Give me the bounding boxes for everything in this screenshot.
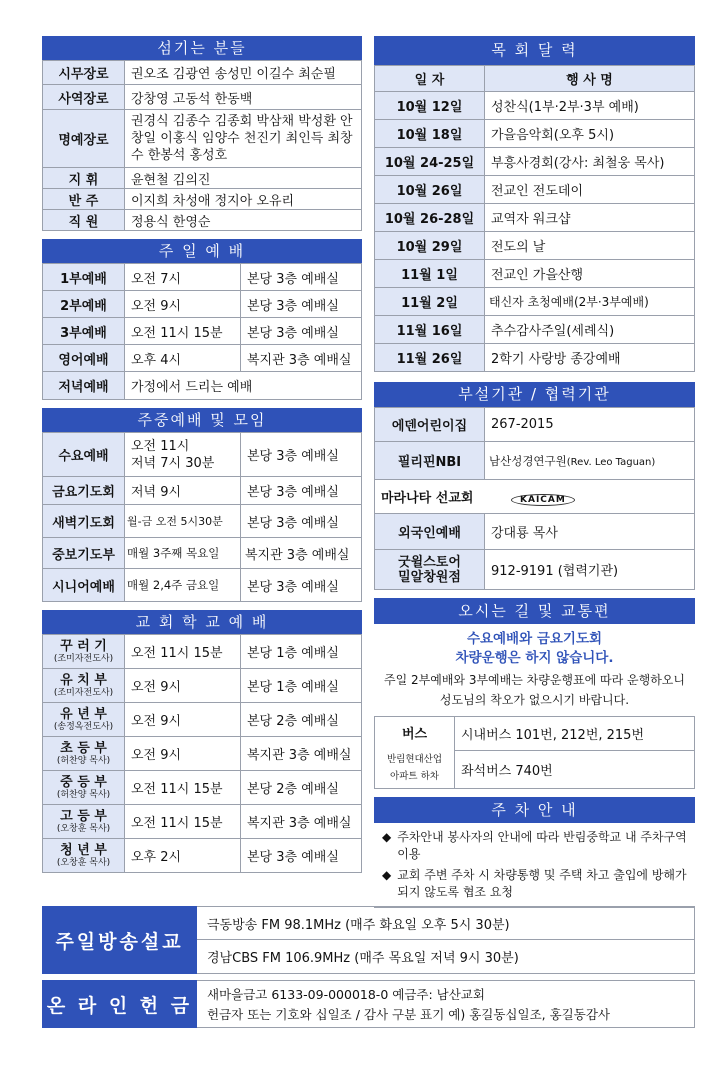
dept-time: 오전 9시 xyxy=(125,669,241,703)
event-date: 11월 16일 xyxy=(375,316,485,344)
bus-route: 좌석버스 740번 xyxy=(455,751,695,789)
server-names: 정용식 한영순 xyxy=(125,210,362,231)
meeting-time: 매월 2,4주 금요일 xyxy=(125,569,241,602)
service-label: 저녁예배 xyxy=(43,372,125,400)
no-shuttle-notice xyxy=(374,630,695,668)
bus-table xyxy=(374,716,695,789)
dept-name: 유 치 부 xyxy=(60,672,107,688)
event-name: 전교인 가을산행 xyxy=(485,260,695,288)
event-date: 10월 26일 xyxy=(375,176,485,204)
bus-stop-1: 반림현대산업 xyxy=(386,753,443,765)
dept-place: 본당 1층 예배실 xyxy=(241,635,362,669)
event-name: 가을음악회(오후 5시) xyxy=(485,120,695,148)
partner-label xyxy=(375,550,485,590)
partners-header: 부설기관 / 협력기관 xyxy=(374,382,695,407)
dept-label xyxy=(43,771,125,805)
calendar-table xyxy=(374,65,695,372)
dept-label xyxy=(43,839,125,873)
left-column xyxy=(42,36,362,881)
server-label: 직 원 xyxy=(43,210,125,231)
offering-instructions: 헌금자 또는 기호와 십일조 / 감사 구분 표기 예) 홍길동십일조, 홍길동감사 xyxy=(207,1007,610,1022)
meeting-time-1: 오전 11시 xyxy=(131,438,190,454)
offering-account: 새마을금고 6133-09-000018-0 예금주: 남산교회 xyxy=(207,987,485,1002)
service-note: 가정에서 드리는 예배 xyxy=(125,372,362,400)
event-name: 추수감사주일(세례식) xyxy=(485,316,695,344)
partner-label: 필리핀NBI xyxy=(375,442,485,480)
service-place: 복지관 3층 예배실 xyxy=(241,345,362,372)
meeting-time: 월-금 오전 5시30분 xyxy=(125,505,241,538)
server-names: 권오조 김광연 송성민 이길수 최순필 xyxy=(125,61,362,85)
col-event-header: 행 사 명 xyxy=(485,66,695,92)
service-label: 1부예배 xyxy=(43,264,125,291)
service-label: 2부예배 xyxy=(43,291,125,318)
sunday-header: 주 일 예 배 xyxy=(42,239,362,263)
parking-list xyxy=(374,823,695,908)
sunday-section xyxy=(42,239,362,400)
directions-header: 오시는 길 및 교통편 xyxy=(374,598,695,624)
meeting-place: 본당 3층 예배실 xyxy=(241,569,362,602)
meeting-time xyxy=(125,433,241,477)
dept-label xyxy=(43,805,125,839)
dept-place: 본당 2층 예배실 xyxy=(241,771,362,805)
service-time: 오전 11시 15분 xyxy=(125,318,241,345)
bus-label-cell xyxy=(375,717,455,751)
dept-leader: (송정옥전도사) xyxy=(53,721,114,732)
partners-table xyxy=(374,407,695,590)
dept-leader: (오창훈 목사) xyxy=(56,857,111,868)
calendar-header: 목 회 달 력 xyxy=(374,36,695,65)
server-label: 지 휘 xyxy=(43,168,125,189)
partner-value: 912-9191 (협력기관) xyxy=(485,550,695,590)
partner-value xyxy=(485,442,695,480)
sunday-table xyxy=(42,263,362,400)
service-label: 3부예배 xyxy=(43,318,125,345)
parking-text: 주차안내 봉사자의 안내에 따라 반림중학교 내 주차구역 이용 xyxy=(397,830,687,861)
meeting-label: 중보기도부 xyxy=(43,538,125,569)
weekday-table xyxy=(42,432,362,602)
dept-time: 오전 11시 15분 xyxy=(125,635,241,669)
event-date: 10월 18일 xyxy=(375,120,485,148)
dept-name: 꾸 러 기 xyxy=(60,638,107,654)
kaicam-logo-icon: KAICAM xyxy=(511,494,575,506)
service-place: 본당 3층 예배실 xyxy=(241,264,362,291)
event-date: 10월 29일 xyxy=(375,232,485,260)
partner-label: 외국인예배 xyxy=(375,514,485,550)
server-names: 윤현철 김의진 xyxy=(125,168,362,189)
servers-table xyxy=(42,60,362,231)
diamond-bullet-icon: ◆ xyxy=(382,868,392,882)
dept-label xyxy=(43,669,125,703)
dept-place: 복지관 3층 예배실 xyxy=(241,737,362,771)
server-names: 강창영 고동석 한동백 xyxy=(125,85,362,110)
server-label: 명예장로 xyxy=(43,110,125,168)
event-name: 교역자 워크샵 xyxy=(485,204,695,232)
parking-header: 주 차 안 내 xyxy=(374,797,695,823)
meeting-place: 복지관 3층 예배실 xyxy=(241,538,362,569)
offering-title: 온 라 인 헌 금 xyxy=(42,980,197,1028)
dept-time: 오전 9시 xyxy=(125,737,241,771)
partners-section xyxy=(374,382,695,590)
partner-value-main: 남산성경연구원 xyxy=(489,453,567,468)
dept-time: 오후 2시 xyxy=(125,839,241,873)
dept-label xyxy=(43,703,125,737)
directions-section xyxy=(374,598,695,789)
col-date-header: 일 자 xyxy=(375,66,485,92)
partner-label-1: 굿윌스토어 xyxy=(398,554,461,570)
server-label: 시무장로 xyxy=(43,61,125,85)
notice-line-2: 차량운행은 하지 않습니다. xyxy=(455,650,614,666)
event-date: 11월 26일 xyxy=(375,344,485,372)
weekday-header: 주중예배 및 모임 xyxy=(42,408,362,432)
service-time: 오후 4시 xyxy=(125,345,241,372)
parking-item xyxy=(382,829,689,863)
bus-route: 시내버스 101번, 212번, 215번 xyxy=(455,717,695,751)
meeting-time: 저녁 9시 xyxy=(125,477,241,505)
dept-name: 초 등 부 xyxy=(60,740,107,756)
partner-value-note: (Rev. Leo Taguan) xyxy=(566,456,656,468)
dept-label xyxy=(43,737,125,771)
broadcast-line: 극동방송 FM 98.1MHz (매주 화요일 오후 5시 30분) xyxy=(197,906,695,940)
partner-label: 마라나타 선교회 xyxy=(381,491,474,506)
dept-name: 청 년 부 xyxy=(60,842,107,858)
servers-section xyxy=(42,36,362,231)
event-name: 전교인 전도데이 xyxy=(485,176,695,204)
bus-label: 버스 xyxy=(401,727,428,742)
dept-place: 본당 1층 예배실 xyxy=(241,669,362,703)
server-label: 반 주 xyxy=(43,189,125,210)
school-table xyxy=(42,634,362,873)
partner-label: 에덴어린이집 xyxy=(375,408,485,442)
event-name: 2학기 사랑방 종강예배 xyxy=(485,344,695,372)
dept-leader: (허찬양 목사) xyxy=(56,789,111,800)
meeting-time: 매월 3주째 목요일 xyxy=(125,538,241,569)
shuttle-info: 주일 2부예배와 3부예배는 차량운행표에 따라 운행하오니 성도님의 착오가 없으시기 바랍니다. xyxy=(384,673,685,707)
dept-place: 본당 3층 예배실 xyxy=(241,839,362,873)
notice-line-1: 수요예배와 금요기도회 xyxy=(466,631,603,647)
event-date: 10월 24-25일 xyxy=(375,148,485,176)
event-name: 전도의 날 xyxy=(485,232,695,260)
server-names: 이지희 차성애 정지아 오유리 xyxy=(125,189,362,210)
dept-label xyxy=(43,635,125,669)
event-date: 10월 12일 xyxy=(375,92,485,120)
service-place: 본당 3층 예배실 xyxy=(241,318,362,345)
meeting-label: 시니어예배 xyxy=(43,569,125,602)
event-date: 10월 26-28일 xyxy=(375,204,485,232)
dept-time: 오전 11시 15분 xyxy=(125,805,241,839)
diamond-bullet-icon: ◆ xyxy=(382,830,392,844)
dept-place: 본당 2층 예배실 xyxy=(241,703,362,737)
offering-rows xyxy=(197,980,695,1028)
dept-name: 고 등 부 xyxy=(60,808,107,824)
right-column xyxy=(374,36,695,916)
dept-place: 복지관 3층 예배실 xyxy=(241,805,362,839)
service-label: 영어예배 xyxy=(43,345,125,372)
offering-section xyxy=(42,980,695,1028)
maranatha-row xyxy=(375,480,695,514)
bus-stop-2: 아파트 하차 xyxy=(390,770,439,782)
event-date: 11월 2일 xyxy=(375,288,485,316)
dept-leader: (조미자전도사) xyxy=(53,687,114,698)
broadcast-section xyxy=(42,906,695,974)
meeting-label: 금요기도회 xyxy=(43,477,125,505)
parking-section xyxy=(374,797,695,908)
meeting-label: 수요예배 xyxy=(43,433,125,477)
meeting-time-2: 저녁 7시 30분 xyxy=(131,455,215,471)
service-place: 본당 3층 예배실 xyxy=(241,291,362,318)
meeting-label: 새벽기도회 xyxy=(43,505,125,538)
dept-leader: (조미자전도사) xyxy=(53,653,114,664)
school-header: 교 회 학 교 예 배 xyxy=(42,610,362,634)
meeting-place: 본당 3층 예배실 xyxy=(241,433,362,477)
partner-value: 강대룡 목사 xyxy=(485,514,695,550)
servers-header: 섬기는 분들 xyxy=(42,36,362,60)
school-section xyxy=(42,610,362,873)
event-name: 부흥사경회(강사: 최철웅 목사) xyxy=(485,148,695,176)
server-label: 사역장로 xyxy=(43,85,125,110)
dept-time: 오전 11시 15분 xyxy=(125,771,241,805)
service-time: 오전 7시 xyxy=(125,264,241,291)
event-name: 성찬식(1부·2부·3부 예배) xyxy=(485,92,695,120)
service-time: 오전 9시 xyxy=(125,291,241,318)
event-name: 태신자 초청예배(2부·3부예배) xyxy=(485,288,695,316)
event-date: 11월 1일 xyxy=(375,260,485,288)
partner-label-2: 밀알창원점 xyxy=(398,569,461,585)
partner-value: 267-2015 xyxy=(485,408,695,442)
meeting-place: 본당 3층 예배실 xyxy=(241,505,362,538)
broadcast-title: 주일방송설교 xyxy=(42,906,197,974)
parking-text: 교회 주변 주차 시 차량통행 및 주택 차고 출입에 방해가 되지 않도록 협조 요청 xyxy=(397,868,687,899)
dept-time: 오전 9시 xyxy=(125,703,241,737)
bus-stop xyxy=(375,751,455,789)
dept-name: 중 등 부 xyxy=(60,774,107,790)
calendar-section xyxy=(374,36,695,372)
dept-name: 유 년 부 xyxy=(60,706,107,722)
parking-item xyxy=(382,867,689,901)
dept-leader: (허찬양 목사) xyxy=(56,755,111,766)
server-names: 권경식 김종수 김종회 박삼채 박성환 안창일 이홍식 임양수 천진기 최인득 최창수 한봉석 홍성호 xyxy=(125,110,362,168)
weekday-section xyxy=(42,408,362,602)
dept-leader: (오창훈 목사) xyxy=(56,823,111,834)
broadcast-rows xyxy=(197,906,695,974)
broadcast-line: 경남CBS FM 106.9MHz (매주 목요일 저녁 9시 30분) xyxy=(197,940,695,974)
meeting-place: 본당 3층 예배실 xyxy=(241,477,362,505)
